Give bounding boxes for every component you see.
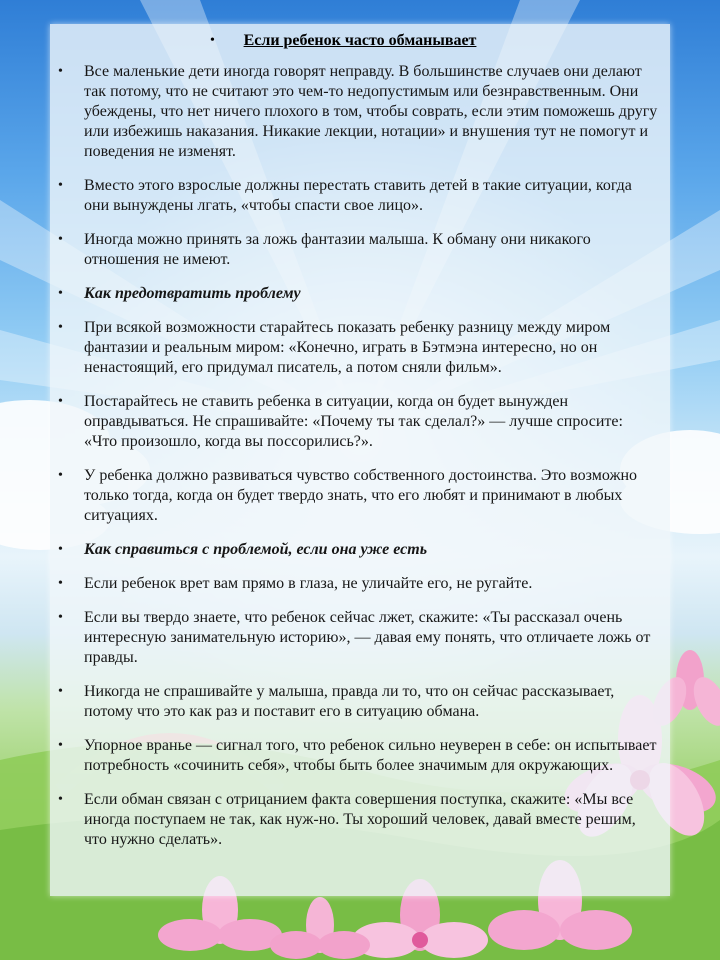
list-item <box>50 682 670 722</box>
page-title: Если ребенок часто обманывает <box>243 32 477 49</box>
bullet-glyph: • <box>58 576 63 591</box>
bullet-glyph: • <box>58 468 63 483</box>
bullet-glyph: • <box>58 320 63 335</box>
list-item-text: Вместо этого взрослые должны перестать ставить детей в такие ситуации, когда они вынуждены лгать, «чтобы спасти свое лицо». <box>84 177 632 214</box>
list-item-text: При всякой возможности старайтесь показать ребенку разницу между миром фантазии и реальным миром: «Конечно, играть в Бэтмэна интересно, но он ненастоящий, его придумал писатель, а потом сняли фильм». <box>84 319 611 376</box>
bullet-glyph: • <box>58 610 63 625</box>
bullet-list <box>50 62 670 850</box>
list-item-text: Если вы твердо знаете, что ребенок сейчас лжет, скажите: «Ты рассказал очень интересную занимательную историю», — давая ему понять, что отличаете ложь от правды. <box>84 609 651 666</box>
text-panel <box>50 24 670 896</box>
list-item-text: Иногда можно принять за ложь фантазии малыша. К обману они никакого отношения не имеют. <box>84 231 591 268</box>
list-item-text: Постарайтесь не ставить ребенка в ситуации, когда он будет вынужден оправдываться. Не спрашивайте: «Почему ты так сделал?» — лучше спросите: «Что произошло, когда вы поссорились?». <box>84 393 623 450</box>
bullet-glyph: • <box>58 738 63 753</box>
section-heading-text: Как предотвратить проблему <box>84 285 301 302</box>
list-item <box>50 230 670 270</box>
list-item-text: Если ребенок врет вам прямо в глаза, не уличайте его, не ругайте. <box>84 575 533 592</box>
list-item-text: Никогда не спрашивайте у малыша, правда ли то, что он сейчас рассказывает, потому что это как раз и поставит его в ситуацию обмана. <box>84 683 615 720</box>
section-heading-text: Как справиться с проблемой, если она уже есть <box>84 541 428 558</box>
section-heading <box>50 540 670 560</box>
list-item <box>50 608 670 668</box>
list-item <box>50 466 670 526</box>
bullet-glyph: • <box>58 178 63 193</box>
list-item <box>50 392 670 452</box>
bullet-glyph: • <box>58 286 63 301</box>
bullet-glyph: • <box>58 64 63 79</box>
list-item-text: У ребенка должно развиваться чувство собственного достоинства. Это возможно только тогда, когда он будет твердо знать, что его любят и принимают в любых ситуациях. <box>84 467 638 524</box>
list-item <box>50 574 670 594</box>
list-item <box>50 318 670 378</box>
bullet-glyph: • <box>58 394 63 409</box>
section-heading <box>50 284 670 304</box>
title-row <box>50 28 670 54</box>
bullet-glyph: • <box>58 232 63 247</box>
list-item-text: Упорное вранье — сигнал того, что ребенок сильно неуверен в себе: он испытывает потребность «сочинить себя», чтобы быть более значимым для окружающих. <box>84 737 657 774</box>
bullet-glyph: • <box>58 684 63 699</box>
list-item <box>50 736 670 776</box>
list-item-text: Если обман связан с отрицанием факта совершения поступка, скажите: «Мы все иногда поступаем не так, как нуж-но. Ты хороший человек, давай вместе решим, что нужно сделать». <box>84 791 636 848</box>
text-content <box>50 24 670 864</box>
list-item-text: Все маленькие дети иногда говорят неправду. В большинстве случаев они делают так потому, что не считают это чем-то недопустимым или безнравственным. Они убеждены, что нет ничего плохого в том, чтобы соврать, если этим поможешь другу или избежишь наказания. Никакие лекции, нотации» и внушения тут не помогут и поведения не изменят. <box>84 63 658 160</box>
bullet-glyph: • <box>58 792 63 807</box>
list-item <box>50 790 670 850</box>
list-item <box>50 62 670 162</box>
title-bullet: • <box>210 33 215 48</box>
bullet-glyph: • <box>58 542 63 557</box>
list-item <box>50 176 670 216</box>
